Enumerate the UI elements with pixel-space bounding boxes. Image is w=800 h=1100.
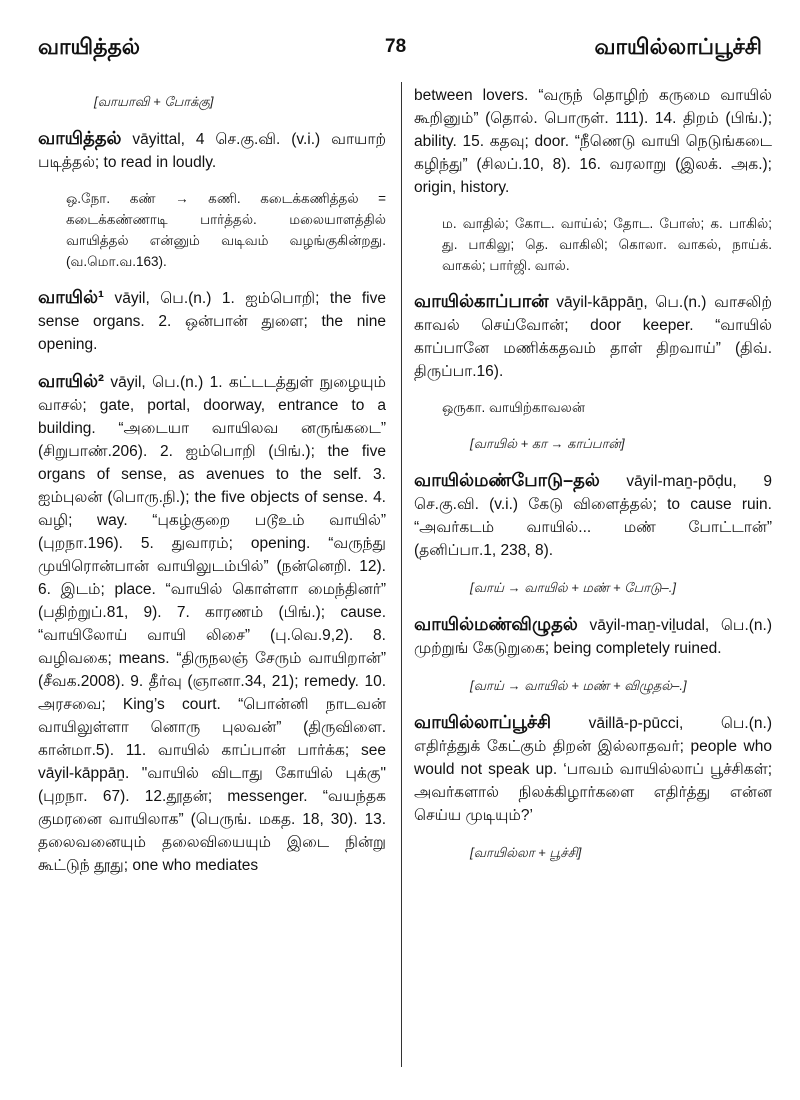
entry-headword: வாயில்காப்பான் [414, 291, 549, 311]
dictionary-entry [38, 127, 386, 174]
etymology-note: [வாய் → வாயில் + மண் + விழுதல்–.] [470, 678, 687, 693]
page-header [0, 0, 800, 80]
cognate-note: ஒருகா. வாயிற்காவலன் [442, 400, 585, 415]
entry-definition: vāyil-kāppāṉ, பெ.(n.) வாசலிற் காவல் செய்வோன்; door keeper. “வாயில் காப்பானே மணிக்கதவம் தாள் திறவாய்” (திவ். திருப்பா.16). [414, 294, 772, 380]
etymology-note: [வாயில்லா + பூச்சி] [470, 845, 582, 860]
etymology-note: [வாய் → வாயில் + மண் + போடு–.] [470, 580, 676, 595]
header-guide-word-left: வாயித்தல் [38, 34, 141, 59]
column-divider [401, 82, 402, 1067]
dictionary-entry [38, 286, 386, 356]
right-column [414, 84, 772, 878]
entry-definition: vāyil-maṉ-viḻudal, பெ.(n.) முற்றுங் கேடுறுகை; being completely ruined. [414, 617, 772, 657]
dictionary-entry [38, 370, 386, 877]
entry-definition: vāyil-maṉ-pōḍu, 9 செ.கு.வி. (v.i.) கேடு விளைத்தல்; to cause ruin. “அவர்கடம் வாயில்... மண் போட்டான்” (தனிப்பா.1, 238, 8). [414, 473, 772, 559]
etymology-note: [வாயில் + கா → காப்பான்] [470, 436, 625, 451]
left-column [38, 84, 386, 891]
page-number: 78 [385, 36, 407, 57]
entry-definition: vāyil, பெ.(n.) 1. ஐம்பொறி; the five sense organs. 2. ஒன்பான் துளை; the nine opening. [38, 290, 386, 353]
entry-headword: வாயித்தல் [38, 128, 122, 148]
entry-headword: வாயில்² [38, 371, 105, 391]
cognate-note: ம. வாதில்; கோட. வாய்ல்; தோட. போஸ்; க. பாகில்; து. பாகிலு; தெ. வாகிலி; கொலா. வாகல், நாய்க். வாகல்; பார்ஜி. வால். [442, 216, 772, 273]
entry-headword: வாயில்¹ [38, 287, 105, 307]
cognate-note: ஒ.நோ. கண் → கணி. கடைக்கணித்தல் = கடைக்கண்ணாடி பார்த்தல். மலையாளத்தில் வாயித்தல் என்னும் வடிவம் வழங்குகின்றது. (வ.மொ.வ.163). [66, 191, 386, 269]
entry-headword: வாயில்மண்போடு–தல் [414, 470, 600, 490]
dictionary-entry [414, 613, 772, 660]
dictionary-entry [414, 84, 772, 199]
header-guide-word-right: வாயில்லாப்பூச்சி [594, 34, 762, 59]
dictionary-entry [414, 711, 772, 827]
entry-definition: between lovers. “வருந் தொழிற் கருமை வாயில் கூறினும்” (தொல். பொருள். 111). 14. திறம் (பிங்.); ability. 15. கதவு; door. “நீணெடு வாயி நெடுங்கடை கழிந்து” (சிலப்.10, 8). 16. வரலாறு (இலக். அக.); origin, history. [414, 87, 772, 196]
entry-definition: vāyil, பெ.(n.) 1. கட்டடத்துள் நுழையும் வாசல்; gate, portal, doorway, entrance to a building. “அடையா வாயிலவ னருங்கடை” (சிறுபாண்.206). 2. ஐம்பொறி (பிங்.); the five organs of sense, as avenues to the self. 3. ஐம்புலன் (பொரு.நி.); the five objects of sense. 4. வழி; way. “புகழ்குறை படூஉம் வாயில்” (புறநா.196). 5. துவாரம்; opening. “வருந்து முயிரொன்பான் வாயிலுடம்பில்” (நன்னெறி. 12). 6. இடம்; place. “வாயில் கொள்ளா மைந்தினர்” (பதிற்றுப்.81, 9). 7. காரணம் (பிங்.); cause. “வாயிலோய் வாயி லிசை” (பு.வெ.9,2). 8. வழிவகை; means. “திருநலஞ் சேரும் வாயிறான்” (சீவக.2008). 9. தீர்வு (ஞானா.34, 21); remedy. 10. அரசவை; King’s court. “பொன்னி நாடவன் வாயிலுள்ளா னொரு புலவன்” (திருவிளை. கான்மா.5). 11. வாயில் காப்பான் பார்க்க; see vāyil-kāppāṉ. "வாயில் விடாது கோயில் புக்கு" (புறநா. 67). 12.தூதன்; messenger. “வயந்தக குமரனை வாயிலாக” (பெருங். மகத. 18, 30). 13. தலைவனையும் தலைவியையும் இடை நின்று கூட்டுந் தூது; one who mediates [38, 374, 386, 874]
entry-definition: vāyittal, 4 செ.கு.வி. (v.i.) வாயாற் படித்தல்; to read in loudly. [38, 131, 386, 171]
dictionary-entry [414, 290, 772, 383]
entry-headword: வாயில்மண்விழுதல் [414, 614, 578, 634]
entry-definition: vāillā-p-pūcci, பெ.(n.) எதிர்த்துக் கேட்கும் திறன் இல்லாதவர்; people who would not speak up. ‘பாவம் வாயில்லாப் பூச்சிகள்; அவர்களால் நிலக்கிழார்களை எதிர்த்து என்ன செய்ய முடியும்?’ [414, 715, 772, 824]
etymology-note: [வாயாவி + போக்கு] [94, 94, 214, 109]
entry-headword: வாயில்லாப்பூச்சி [414, 712, 552, 732]
dictionary-entry [414, 469, 772, 562]
